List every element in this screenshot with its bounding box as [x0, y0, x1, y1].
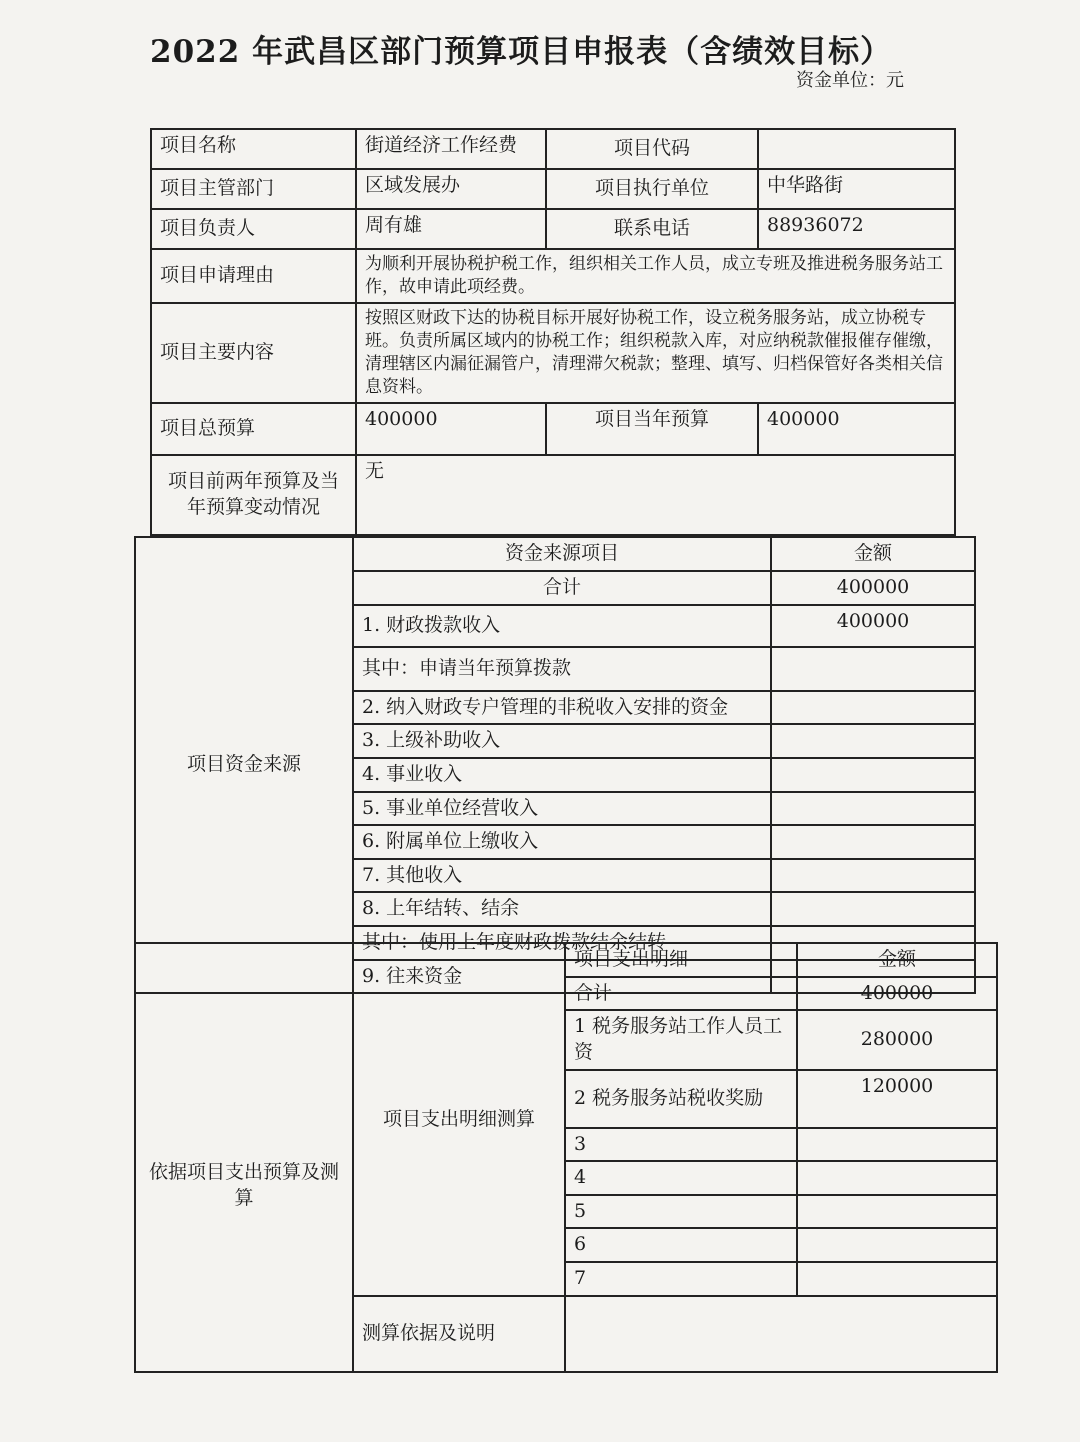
- prev-value: 无: [356, 455, 955, 535]
- expense-section-label: 依据项目支出预算及测算: [135, 943, 353, 1372]
- funding-table: [134, 536, 976, 994]
- funding-row-label: 1. 财政拨款收入: [353, 605, 771, 647]
- expense-row-label: 6: [565, 1228, 797, 1262]
- year-label: 项目当年预算: [546, 403, 758, 455]
- funding-row-amount: [771, 892, 975, 926]
- funding-row-amount: 400000: [771, 571, 975, 605]
- expense-detail-label: 项目支出明细测算: [353, 943, 565, 1296]
- phone-label: 联系电话: [546, 209, 758, 249]
- prev-label: 项目前两年预算及当年预算变动情况: [151, 455, 356, 535]
- expense-col-item: 项目支出明细: [565, 943, 797, 977]
- expense-row-label: 合计: [565, 977, 797, 1011]
- phone-value: 88936072: [758, 209, 955, 249]
- funding-row-amount: [771, 647, 975, 691]
- funding-row-label: 9. 往来资金: [353, 960, 771, 994]
- dept-value: 区域发展办: [356, 169, 546, 209]
- funding-row-amount: [771, 825, 975, 859]
- funding-row-label: 5. 事业单位经营收入: [353, 792, 771, 826]
- funding-row-label: 2. 纳入财政专户管理的非税收入安排的资金: [353, 691, 771, 725]
- name-label: 项目名称: [151, 129, 356, 169]
- expense-row-amount: [797, 1262, 997, 1296]
- basis-value: [565, 1296, 997, 1372]
- funding-row-label: 6. 附属单位上缴收入: [353, 825, 771, 859]
- funding-section-label: 项目资金来源: [135, 537, 353, 993]
- expense-row-amount: [797, 1228, 997, 1262]
- page-title: 2022 年武昌区部门预算项目申报表（含绩效目标）: [150, 34, 893, 70]
- funding-row-amount: [771, 724, 975, 758]
- reason-value: 为顺利开展协税护税工作，组织相关工作人员，成立专班及推进税务服务站工作，故申请此项经费。: [356, 249, 955, 303]
- expense-row-amount: 280000: [797, 1010, 997, 1069]
- funding-row-amount: [771, 758, 975, 792]
- expense-row-label: 2 税务服务站税收奖励: [565, 1070, 797, 1128]
- owner-label: 项目负责人: [151, 209, 356, 249]
- expense-row-amount: 400000: [797, 977, 997, 1011]
- funding-row-amount: 400000: [771, 605, 975, 647]
- expense-row-amount: [797, 1161, 997, 1195]
- funding-row-label: 4. 事业收入: [353, 758, 771, 792]
- content-value: 按照区财政下达的协税目标开展好协税工作，设立税务服务站，成立协税专班。负责所属区域内的协税工作；组织税款入库，对应纳税款催报催存催缴，清理辖区内漏征漏管户，清理滞欠税款；整理、填写、归档保管好各类相关信息资料。: [356, 303, 955, 403]
- funding-row-label: 合计: [353, 571, 771, 605]
- funding-col-item: 资金来源项目: [353, 537, 771, 571]
- project-info-table: [150, 128, 956, 536]
- funding-row-label: 3. 上级补助收入: [353, 724, 771, 758]
- expense-row-amount: [797, 1195, 997, 1229]
- funding-row-label: 8. 上年结转、结余: [353, 892, 771, 926]
- funding-row-label: 7. 其他收入: [353, 859, 771, 893]
- expense-table: [134, 942, 998, 1373]
- funding-row-amount: [771, 691, 975, 725]
- total-value: 400000: [356, 403, 546, 455]
- funding-row-label: 其中：申请当年预算拨款: [353, 647, 771, 691]
- exec-value: 中华路街: [758, 169, 955, 209]
- expense-row-label: 4: [565, 1161, 797, 1195]
- funding-row-amount: [771, 792, 975, 826]
- expense-row-label: 1 税务服务站工作人员工资: [565, 1010, 797, 1069]
- expense-row-amount: [797, 1128, 997, 1162]
- expense-col-amount: 金额: [797, 943, 997, 977]
- unit-note: 资金单位：元: [796, 70, 904, 91]
- expense-row-label: 5: [565, 1195, 797, 1229]
- expense-row-amount: 120000: [797, 1070, 997, 1128]
- expense-row-label: 7: [565, 1262, 797, 1296]
- name-value: 街道经济工作经费: [356, 129, 546, 169]
- code-value: [758, 129, 955, 169]
- funding-row-label: 其中：使用上年度财政拨款结余结转: [353, 926, 771, 960]
- expense-row-label: 3: [565, 1128, 797, 1162]
- owner-value: 周有雄: [356, 209, 546, 249]
- total-label: 项目总预算: [151, 403, 356, 455]
- year-value: 400000: [758, 403, 955, 455]
- funding-col-amount: 金额: [771, 537, 975, 571]
- content-label: 项目主要内容: [151, 303, 356, 403]
- reason-label: 项目申请理由: [151, 249, 356, 303]
- funding-row-amount: [771, 859, 975, 893]
- exec-label: 项目执行单位: [546, 169, 758, 209]
- dept-label: 项目主管部门: [151, 169, 356, 209]
- basis-label: 测算依据及说明: [353, 1296, 565, 1372]
- code-label: 项目代码: [546, 129, 758, 169]
